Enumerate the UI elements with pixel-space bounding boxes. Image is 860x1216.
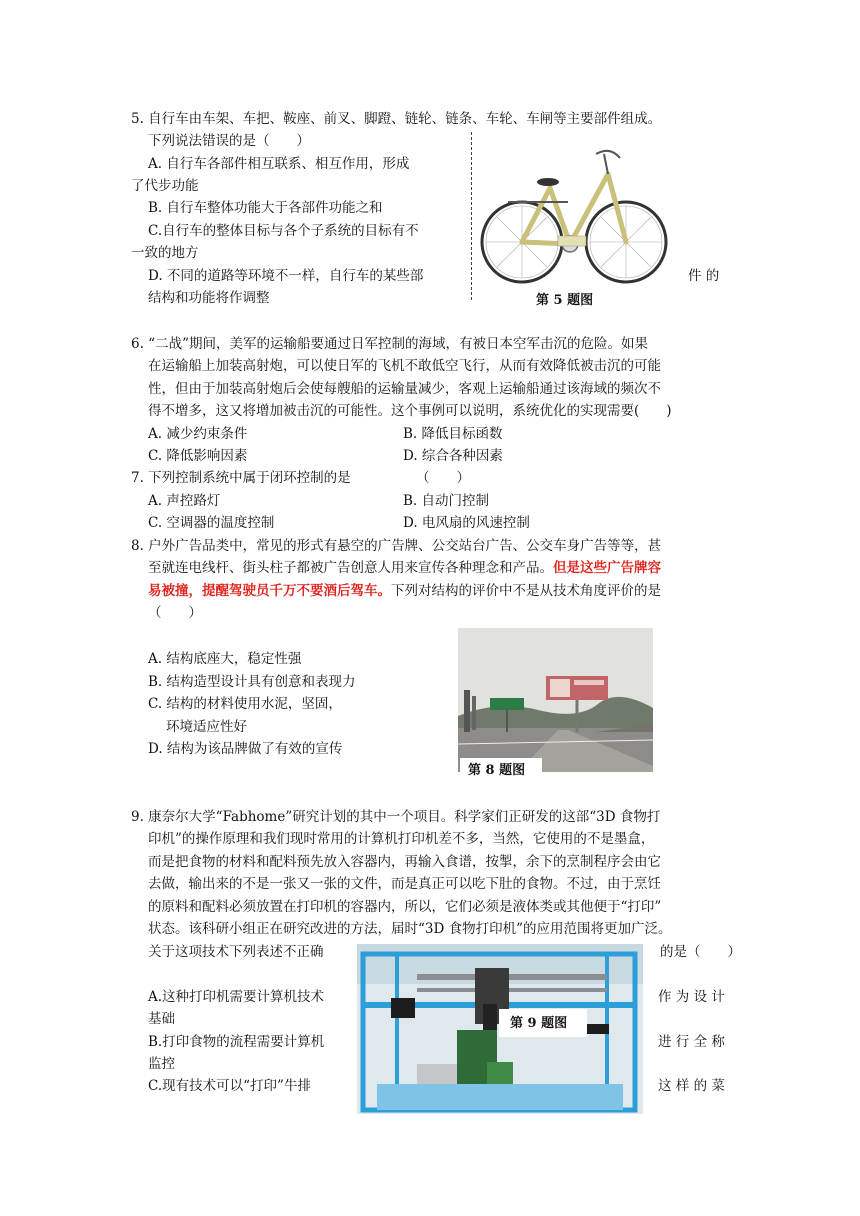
q5-figure-caption: 第 5 题图 [536, 293, 594, 308]
q6-stem-line-4: 得不增多，这又将增加被击沉的可能性。这个事例可以说明，系统优化的实现需要( ) [148, 403, 672, 419]
q7-stem: 7. 下列控制系统中属于闭环控制的是 [131, 470, 351, 486]
q8-option-c-line-1: C. 结构的材料使用水泥，坚固， [148, 696, 342, 712]
q9-stem-line-5: 的原料和配料必须放置在打印机的容器内，所以，它们必须是液体类或其他便于“打印” [148, 899, 662, 915]
q5-option-c-line-2: 一致的地方 [131, 245, 199, 261]
q5-stem-line-1: 5. 自行车由车架、车把、鞍座、前叉、脚蹬、链轮、链条、车轮、车闸等主要部件组成。 [131, 111, 662, 127]
q7-option-d: D. 电风扇的风速控制 [403, 515, 530, 531]
q8-stem-line-1: 8. 户外广告品类中，常见的形式有悬空的广告牌、公交站台广告、公交车身广告等等，甚 [131, 538, 662, 554]
q9-stem-line-2: 印机”的操作原理和我们现时常用的计算机打印机差不多，当然，它使用的不是墨盒， [148, 831, 655, 847]
q9-option-b-line-1: B.打印食物的流程需要计算机 [148, 1034, 325, 1050]
q6-option-b: B. 降低目标函数 [403, 426, 503, 442]
q8-option-d: D. 结构为该品牌做了有效的宣传 [148, 741, 343, 757]
q8-answer-paren: （ ） [148, 605, 202, 621]
q9-stem-line-1: 9. 康奈尔大学“Fabhome”研究计划的其中一个项目。科学家们正研发的这部“3D 食物打 [131, 809, 661, 825]
q9-stem-line-6: 状态。该科研小组正在研究改进的方法，届时“3D 食物打印机”的应用范围将更加广泛。 [148, 921, 672, 937]
q6-option-c: C. 降低影响因素 [148, 448, 248, 464]
q8-highlight-text-2: 易被撞，提醒驾驶员千万不要酒后驾车。 [148, 583, 391, 599]
q6-stem-line-3: 性，但由于加装高射炮后会使每艘船的运输量减少，客观上运输船通过该海域的频次不 [148, 381, 661, 397]
q8-option-c-line-2: 环境适应性好 [166, 719, 247, 735]
q6-stem-line-2: 在运输船上加装高射炮，可以使日军的飞机不敢低空飞行，从而有效降低被击沉的可能 [148, 358, 661, 374]
q5-figure-divider [471, 132, 472, 300]
q5-option-d-line-2: 结构和功能将作调整 [148, 290, 270, 306]
q8-stem-text: 至就连电线杆、街头柱子都被广告创意人用来宣传各种理念和产品。 [148, 560, 553, 576]
q7-option-b: B. 自动门控制 [403, 493, 490, 509]
q8-option-a: A. 结构底座大，稳定性强 [148, 651, 302, 667]
q8-figure-caption: 第 8 题图 [468, 763, 526, 778]
q5-option-d-line-1: D. 不同的道路等环境不一样，自行车的某些部 [148, 268, 424, 284]
q9-stem-line-7-tail: 的是（ ） [660, 944, 741, 960]
q9-option-a-tail: 作 为 设 计 [658, 989, 725, 1005]
billboard-photo [458, 628, 653, 772]
q9-option-b-line-2: 监控 [148, 1056, 175, 1072]
q5-option-a-line-1: A. 自行车各部件相互联系、相互作用，形成 [148, 156, 410, 172]
q8-stem-line-2 [148, 557, 661, 580]
q6-option-d: D. 综合各种因素 [403, 448, 503, 464]
q7-answer-paren: （ ） [416, 470, 470, 486]
q9-stem-line-4: 去做，输出来的不是一张又一张的文件，而是真正可以吃下肚的食物。不过，由于烹饪 [148, 876, 661, 892]
q9-option-b-tail: 进 行 全 称 [658, 1034, 725, 1050]
q9-option-a-line-1: A.这种打印机需要计算机技术 [148, 989, 325, 1005]
bicycle-figure [478, 140, 672, 290]
q9-option-a-line-2: 基础 [148, 1011, 175, 1027]
q5-stem-line-2: 下列说法错误的是（ ） [148, 133, 310, 149]
q9-stem-line-7: 关于这项技术下列表述不正确 [148, 944, 324, 960]
q5-option-b: B. 自行车整体功能大于各部件功能之和 [148, 200, 383, 216]
q5-option-c-line-1: C.自行车的整体目标与各个子系统的目标有不 [148, 223, 419, 239]
q8-stem-line-3 [148, 580, 661, 603]
q6-option-a: A. 减少约束条件 [148, 426, 248, 442]
q5-option-a-line-2: 了代步功能 [131, 178, 199, 194]
q9-option-c-line-1: C.现有技术可以“打印”牛排 [148, 1078, 311, 1094]
q5-option-d-line-1-tail: 件 的 [688, 268, 720, 284]
q7-option-c: C. 空调器的温度控制 [148, 515, 275, 531]
q9-stem-line-3: 而是把食物的材料和配料预先放入容器内，再输入食谱，按掣，余下的烹制程序会由它 [148, 854, 661, 870]
q8-question-text: 下列对结构的评价中不是从技术角度评价的是 [391, 583, 661, 599]
q7-option-a: A. 声控路灯 [148, 493, 221, 509]
q9-option-c-tail: 这 样 的 菜 [658, 1078, 725, 1094]
q6-stem-line-1: 6. “二战”期间，美军的运输船要通过日军控制的海域，有被日本空军击沉的危险。如果 [131, 336, 648, 352]
q9-figure-caption: 第 9 题图 [510, 1016, 568, 1031]
q8-highlight-text: 但是这些广告牌容 [553, 560, 661, 576]
q8-option-b: B. 结构造型设计具有创意和表现力 [148, 674, 356, 690]
